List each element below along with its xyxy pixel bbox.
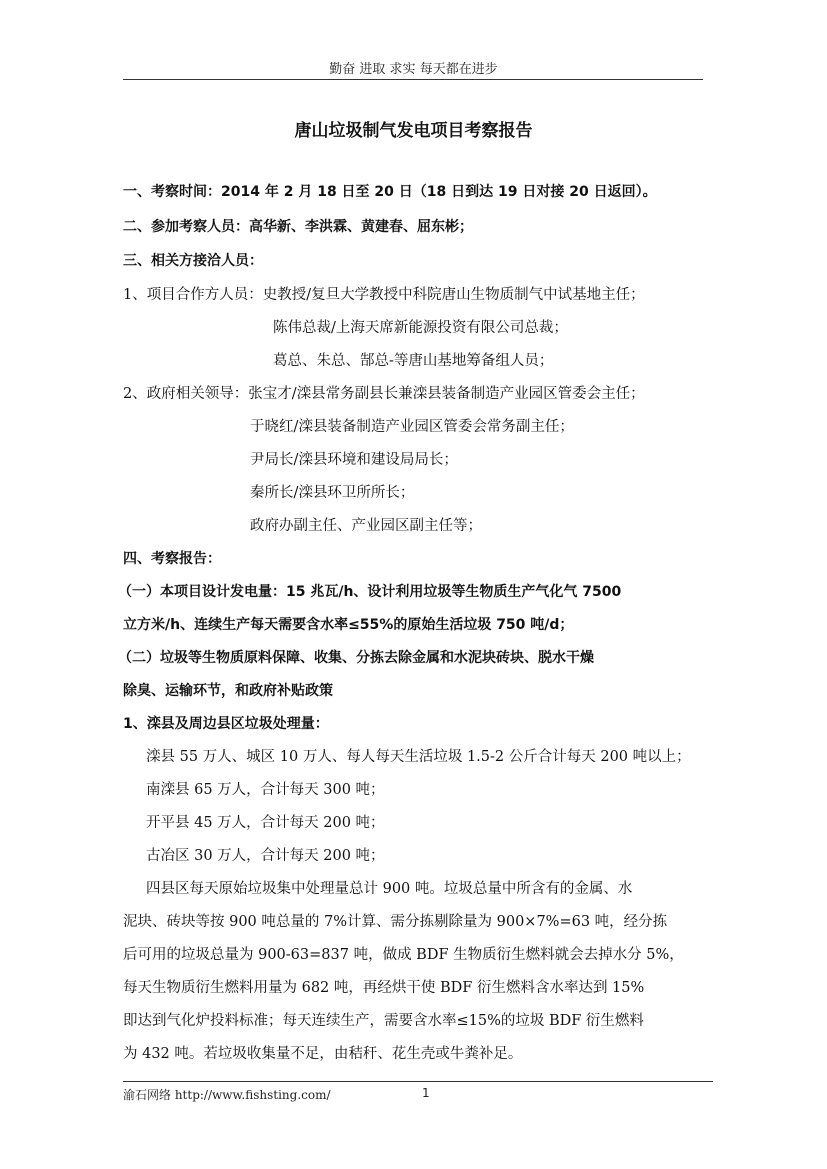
contacts-government-line: 于晓红/滦县装备制造产业园区管委会常务副主任； xyxy=(250,419,574,435)
waste-volume-heading: 1、滦县及周边县区垃圾处理量： xyxy=(123,716,329,732)
section-report-heading: 四、考察报告： xyxy=(123,551,221,567)
waste-volume-item: 开平县 45 万人，合计每天 200 吨； xyxy=(146,815,385,831)
paragraph-line: 每天生物质衍生燃料用量为 682 吨，再经烘干使 BDF 衍生燃料含水率达到 15% xyxy=(123,980,645,996)
header-divider xyxy=(123,79,703,80)
section-participants: 二、参加考察人员：高华新、李洪霖、黄建春、屈东彬； xyxy=(123,219,473,235)
paragraph-line: 泥块、砖块等按 900 吨总量的 7%计算、需分拣剔除量为 900×7%=63 吨，经分拣 xyxy=(123,914,668,930)
section-time: 一、考察时间：2014 年 2 月 18 日至 20 日（18 日到达 19 日对接 20 日返回）。 xyxy=(123,184,657,200)
contacts-government-line: 政府办副主任、产业园区副主任等； xyxy=(250,518,482,534)
report-subsection-2: 除臭、运输环节，和政府补贴政策 xyxy=(123,683,333,699)
report-subsection-1: 立方米/h、连续生产每天需要含水率≤55%的原始生活垃圾 750 吨/d； xyxy=(123,617,574,633)
contacts-partner-line: 陈伟总裁/上海天席新能源投资有限公司总裁； xyxy=(273,320,568,336)
contacts-government-line: 2、政府相关领导：张宝才/滦县常务副县长兼滦县装备制造产业园区管委会主任； xyxy=(123,386,645,402)
footer-divider xyxy=(123,1081,713,1082)
contacts-partner-line: 1、项目合作方人员：史教授/复旦大学教授中科院唐山生物质制气中试基地主任； xyxy=(123,287,645,303)
page-number: 1 xyxy=(422,1086,430,1100)
document-title: 唐山垃圾制气发电项目考察报告 xyxy=(294,121,533,141)
contacts-government-line: 尹局长/滦县环境和建设局局长； xyxy=(250,452,458,468)
paragraph-line: 为 432 吨。若垃圾收集量不足，由秸秆、花生壳或牛粪补足。 xyxy=(123,1046,523,1062)
contacts-government-line: 秦所长/滦县环卫所所长； xyxy=(250,485,415,501)
report-subsection-2: （二）垃圾等生物质原料保障、收集、分拣去除金属和水泥块砖块、脱水干燥 xyxy=(118,650,594,666)
page-header-motto: 勤奋 进取 求实 每天都在进步 xyxy=(329,62,498,77)
paragraph-line: 四县区每天原始垃圾集中处理量总计 900 吨。垃圾总量中所含有的金属、水 xyxy=(146,881,633,897)
report-subsection-1: （一）本项目设计发电量：15 兆瓦/h、设计利用垃圾等生物质生产气化气 7500 xyxy=(118,584,622,600)
paragraph-line: 即达到气化炉投料标准；每天连续生产，需要含水率≤15%的垃圾 BDF 衍生燃料 xyxy=(123,1013,644,1029)
contacts-partner-line: 葛总、朱总、郜总-等唐山基地筹备组人员； xyxy=(273,353,554,369)
waste-volume-item: 滦县 55 万人、城区 10 万人、每人每天生活垃圾 1.5-2 公斤合计每天 200 吨以上； xyxy=(146,749,691,765)
section-contacts-heading: 三、相关方接洽人员： xyxy=(123,253,263,269)
waste-volume-item: 古冶区 30 万人，合计每天 200 吨； xyxy=(146,848,385,864)
footer-site: 渝石网络 http://www.fishsting.com/ xyxy=(123,1088,331,1102)
waste-volume-item: 南滦县 65 万人，合计每天 300 吨； xyxy=(146,782,385,798)
paragraph-line: 后可用的垃圾总量为 900-63=837 吨，做成 BDF 生物质衍生燃料就会去掉水分 5%， xyxy=(123,947,684,963)
